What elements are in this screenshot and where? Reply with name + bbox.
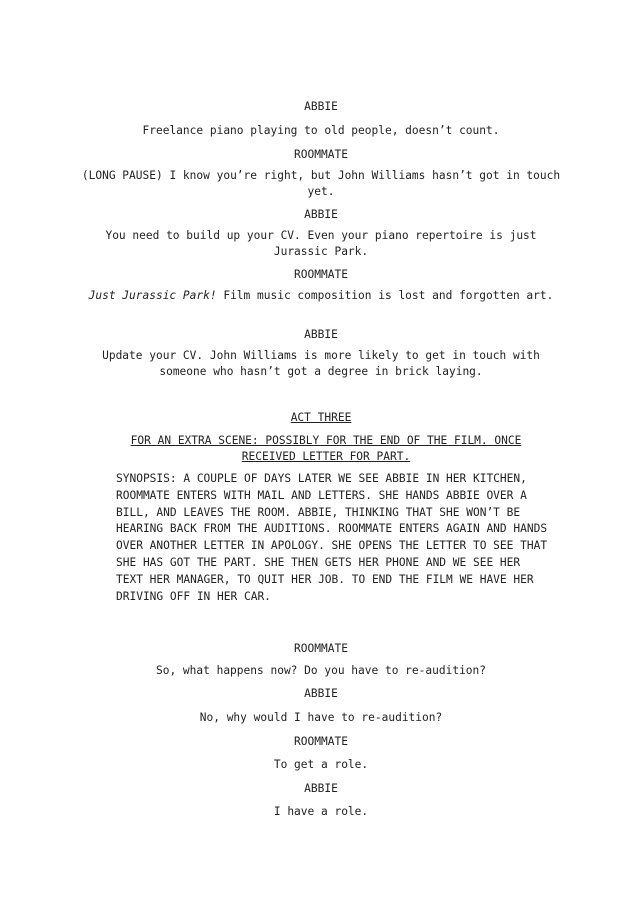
character-name: ABBIE xyxy=(304,687,338,700)
dialogue-line: No, why would I have to re-audition? xyxy=(199,711,443,724)
character-name: ROOMMATE xyxy=(294,268,348,281)
character-name: ROOMMATE xyxy=(294,148,348,161)
dialogue-line: Freelance piano playing to old people, doesn’t count. xyxy=(142,124,500,137)
character-name: ROOMMATE xyxy=(294,735,348,748)
dialogue-line: To get a role. xyxy=(273,758,369,771)
act-heading: ACT THREE xyxy=(290,411,352,424)
dialogue-line: Update your CV. John Williams is more likely to get in touch with someone who hasn’t got a degree in brick laying. xyxy=(102,349,540,378)
synopsis: SYNOPSIS: A COUPLE OF DAYS LATER WE SEE ABBIE IN HER KITCHEN, ROOMMATE ENTERS WITH MAIL AND LETTERS. SHE HANDS ABBIE OVER A BILL, AND LEAVES THE ROOM. ABBIE, THINKING THAT SHE WON’T BE HEARING BACK FROM THE AUDITIONS. ROOMMATE ENTERS AGAIN AND HANDS OVER ANOTHER LETTER IN APOLOGY. SHE OPENS THE LETTER TO SEE THAT SHE HAS GOT THE PART. SHE THEN GETS HER PHONE AND WE SEE HER TEXT HER MANAGER, TO QUIT HER JOB. TO END THE FILM WE HAVE HER DRIVING OFF IN HER CAR. xyxy=(116,472,548,603)
dialogue-rest: Film music composition is lost and forgotten art. xyxy=(216,289,554,302)
dialogue-line: You need to build up your CV. Even your piano repertoire is just Jurassic Park. xyxy=(105,229,537,258)
dialogue-line: So, what happens now? Do you have to re-audition? xyxy=(155,664,487,677)
character-name: ABBIE xyxy=(304,100,338,113)
character-name: ROOMMATE xyxy=(294,642,348,655)
character-name: ABBIE xyxy=(304,782,338,795)
character-name: ABBIE xyxy=(304,208,338,221)
dialogue-line xyxy=(80,288,562,304)
dialogue-emphasis: Just Jurassic Park! xyxy=(88,289,217,302)
dialogue-line: I have a role. xyxy=(273,805,369,818)
scene-note: FOR AN EXTRA SCENE: POSSIBLY FOR THE END OF THE FILM. ONCE RECEIVED LETTER FOR PART. xyxy=(130,434,522,463)
character-name: ABBIE xyxy=(304,328,338,341)
dialogue-line: (LONG PAUSE) I know you’re right, but John Williams hasn’t got in touch yet. xyxy=(81,169,561,198)
